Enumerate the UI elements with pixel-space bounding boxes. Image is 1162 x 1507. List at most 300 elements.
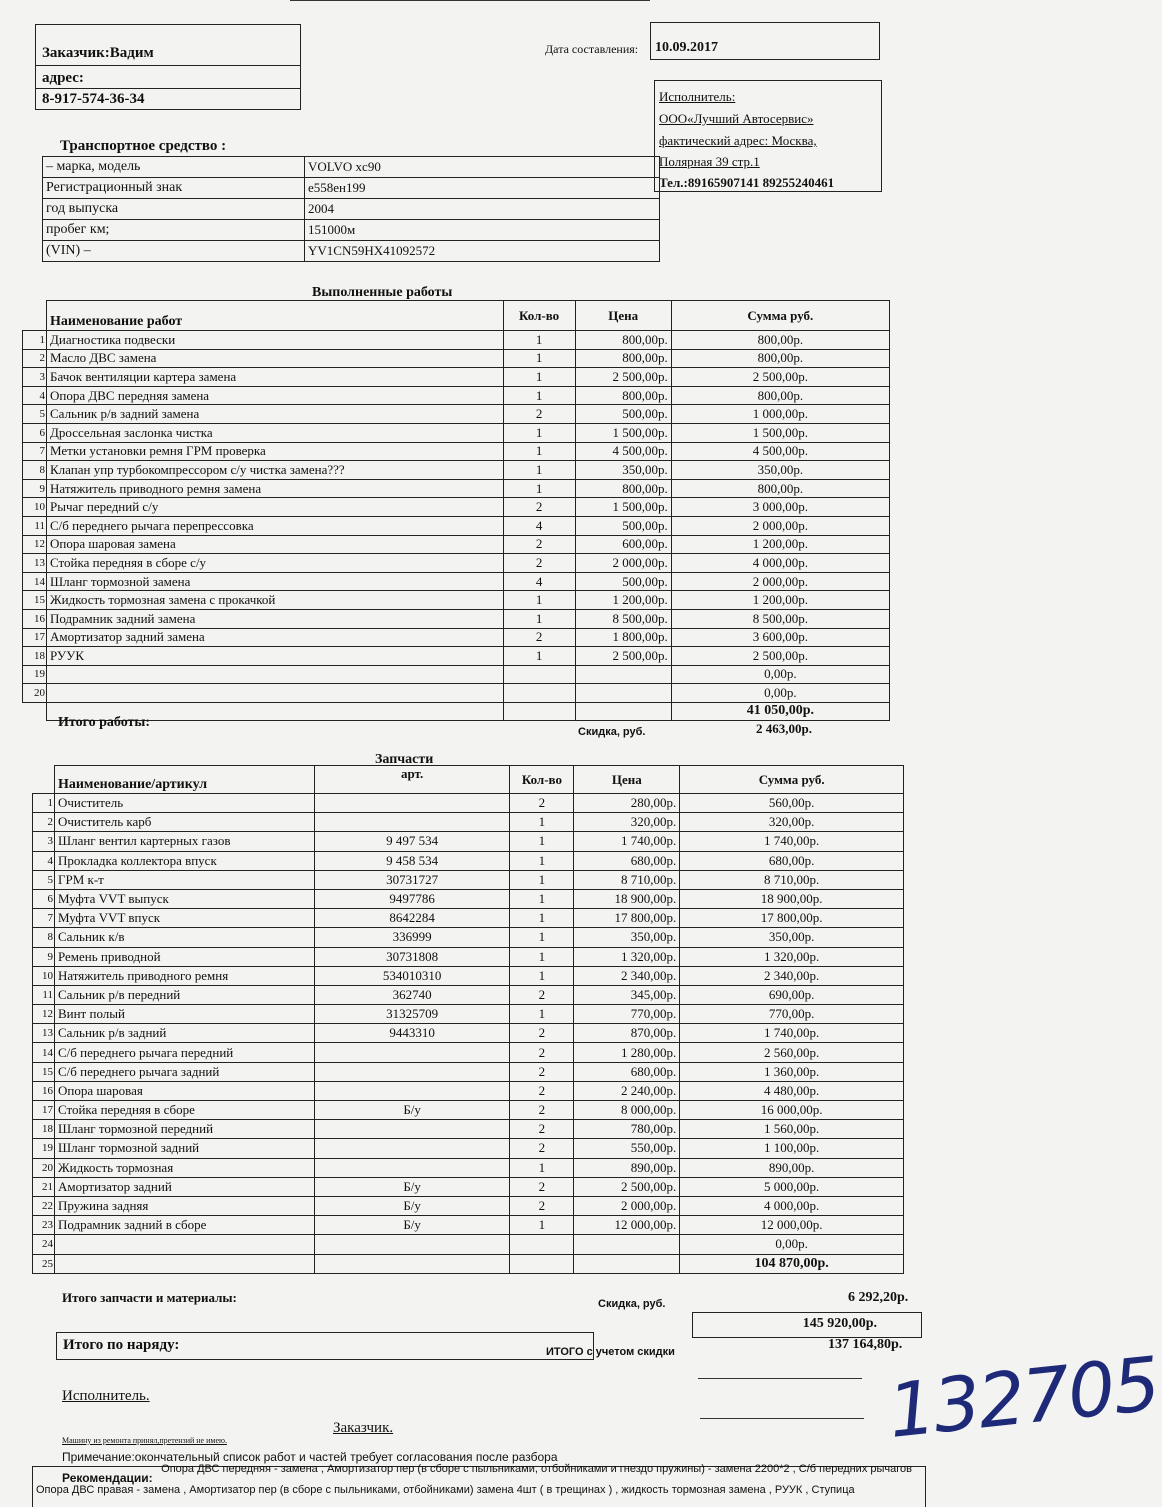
part-name [54,1254,314,1273]
part-sum: 2 340,00р. [680,966,904,985]
row-number: 12 [33,1005,55,1024]
part-qty: 2 [510,1196,574,1215]
customer-phone: 8-917-574-36-34 [42,91,145,107]
part-sum: 17 800,00р. [680,909,904,928]
row-number: 20 [33,1158,55,1177]
work-qty: 4 [503,572,575,591]
part-sum: 5 000,00р. [680,1177,904,1196]
part-price: 870,00р. [574,1024,680,1043]
work-qty: 1 [503,591,575,610]
part-sum: 1 320,00р. [680,947,904,966]
table-row [23,572,890,591]
part-qty: 2 [510,1081,574,1100]
works-table [22,300,890,721]
part-article [314,1120,510,1139]
part-qty: 1 [510,832,574,851]
work-qty [503,684,575,703]
part-article: 534010310 [314,966,510,985]
work-sum: 800,00р. [671,479,889,498]
work-price: 2 000,00р. [575,554,671,573]
recommendations-line-2: Опора ДВС правая - замена , Амортизатор пер (в сборе с пыльниками, отбойниками) замена 4шт ( в трещинах ) , жидкость тормозная замена , РУУК , Ступица [36,1484,855,1496]
parts-title: Запчасти [375,752,434,767]
vehicle-row [43,241,660,262]
part-sum: 350,00р. [680,928,904,947]
part-qty: 2 [510,1101,574,1120]
work-sum: 350,00р. [671,461,889,480]
part-article: Б/у [314,1101,510,1120]
row-number: 19 [23,665,47,684]
table-row [23,461,890,480]
part-name: Жидкость тормозная [54,1158,314,1177]
part-name: Прокладка коллектора впуск [54,851,314,870]
works-total-value: 41 050,00р. [671,702,889,720]
row-number: 2 [33,813,55,832]
parts-table [32,765,904,1274]
row-number: 8 [23,461,47,480]
part-price: 680,00р. [574,1062,680,1081]
table-row [33,1101,904,1120]
table-row [33,1081,904,1100]
table-row [33,813,904,832]
customer-box [35,24,301,110]
part-sum: 2 560,00р. [680,1043,904,1062]
work-name: РУУК [47,647,504,666]
part-price: 1 280,00р. [574,1043,680,1062]
part-price: 17 800,00р. [574,909,680,928]
work-name: Метки установки ремня ГРМ проверка [47,442,504,461]
row-number: 13 [23,554,47,573]
row-number: 10 [33,966,55,985]
work-sum: 2 000,00р. [671,572,889,591]
part-article [314,1139,510,1158]
part-name: С/б переднего рычага задний [54,1062,314,1081]
row-number: 16 [33,1081,55,1100]
part-sum: 1 560,00р. [680,1120,904,1139]
row-number: 17 [33,1101,55,1120]
table-row [33,1254,904,1273]
row-number: 14 [33,1043,55,1062]
part-name: Шланг вентил картерных газов [54,832,314,851]
work-price: 2 500,00р. [575,647,671,666]
part-sum: 770,00р. [680,1005,904,1024]
part-article: 31325709 [314,1005,510,1024]
part-qty: 1 [510,851,574,870]
row-number: 13 [33,1024,55,1043]
works-header-sum: Сумма руб. [671,301,889,331]
part-sum: 1 100,00р. [680,1139,904,1158]
work-name: Клапан упр турбокомпрессором с/у чистка замена??? [47,461,504,480]
table-row [23,331,890,350]
parts-header-name: Наименование/артикул [54,766,314,794]
row-number: 4 [23,386,47,405]
work-qty: 2 [503,554,575,573]
table-row [33,1120,904,1139]
work-price: 8 500,00р. [575,609,671,628]
part-price: 2 500,00р. [574,1177,680,1196]
table-row [33,889,904,908]
part-qty: 2 [510,1062,574,1081]
part-name: Ремень приводной [54,947,314,966]
part-qty: 1 [510,813,574,832]
vehicle-label: год выпуска [43,199,305,220]
recommendations-label: Рекомендации: [62,1471,153,1485]
part-article: Б/у [314,1177,510,1196]
part-price: 320,00р. [574,813,680,832]
part-article: Б/у [314,1196,510,1215]
work-price: 800,00р. [575,386,671,405]
part-qty: 2 [510,1043,574,1062]
table-row [23,609,890,628]
part-qty: 1 [510,909,574,928]
table-row [33,1158,904,1177]
work-sum: 2 500,00р. [671,368,889,387]
work-name: Рычаг передний с/у [47,498,504,517]
table-row [33,1177,904,1196]
table-row [33,1235,904,1254]
row-number: 22 [33,1196,55,1215]
work-price: 1 800,00р. [575,628,671,647]
table-row [23,368,890,387]
order-total-label: Итого по наряду: [63,1337,180,1353]
table-row [33,870,904,889]
table-row [23,405,890,424]
part-qty [510,1254,574,1273]
part-qty: 1 [510,1005,574,1024]
parts-header-art: арт. [314,766,510,794]
work-qty: 2 [503,405,575,424]
work-qty: 2 [503,535,575,554]
row-number: 20 [23,684,47,703]
row-number: 6 [23,423,47,442]
part-article [314,1062,510,1081]
part-name: Очиститель [54,794,314,813]
work-name: Сальник р/в задний замена [47,405,504,424]
work-sum: 800,00р. [671,331,889,350]
blank [503,702,575,720]
part-name: С/б переднего рычага передний [54,1043,314,1062]
row-number: 16 [23,609,47,628]
row-number: 24 [33,1235,55,1254]
table-row [23,591,890,610]
row-number: 7 [33,909,55,928]
works-title: Выполненные работы [312,285,453,300]
vehicle-label: пробег км; [43,220,305,241]
work-name [47,665,504,684]
part-article: 9 497 534 [314,832,510,851]
part-price: 12 000,00р. [574,1216,680,1235]
vehicle-value: VOLVO xc90 [305,157,660,178]
work-price: 1 500,00р. [575,498,671,517]
contractor-box [654,80,882,192]
table-row [23,516,890,535]
part-name [54,1235,314,1254]
row-number: 9 [23,479,47,498]
part-article [314,813,510,832]
part-qty: 1 [510,947,574,966]
part-price [574,1235,680,1254]
row-number: 5 [23,405,47,424]
table-row [33,909,904,928]
blank [23,702,47,720]
work-sum: 1 200,00р. [671,535,889,554]
part-name: Муфта VVT впуск [54,909,314,928]
work-sum: 800,00р. [671,349,889,368]
part-article: 362740 [314,985,510,1004]
vehicle-label: Регистрационный знак [43,178,305,199]
contractor-signature-label: Исполнитель. [62,1388,150,1404]
work-name: Жидкость тормозная замена с прокачкой [47,591,504,610]
row-number: 2 [23,349,47,368]
part-sum: 560,00р. [680,794,904,813]
part-price: 345,00р. [574,985,680,1004]
part-sum: 0,00р. [680,1235,904,1254]
works-header-name: Наименование работ [47,301,504,331]
work-price: 500,00р. [575,405,671,424]
work-sum: 800,00р. [671,386,889,405]
vehicle-row [43,220,660,241]
top-edge-line [290,0,650,4]
part-price: 770,00р. [574,1005,680,1024]
work-qty: 1 [503,368,575,387]
work-sum: 0,00р. [671,665,889,684]
work-sum: 3 600,00р. [671,628,889,647]
work-price: 800,00р. [575,479,671,498]
table-row [23,349,890,368]
work-qty: 1 [503,386,575,405]
part-qty: 2 [510,1120,574,1139]
part-article: 336999 [314,928,510,947]
order-total-value-box [692,1312,922,1338]
row-number: 17 [23,628,47,647]
table-row [23,423,890,442]
part-price: 890,00р. [574,1158,680,1177]
contractor-line-3: фактический адрес: Москва, [659,133,817,148]
part-qty: 2 [510,985,574,1004]
part-price: 8 000,00р. [574,1101,680,1120]
row-number: 15 [23,591,47,610]
part-sum: 16 000,00р. [680,1101,904,1120]
work-price: 1 200,00р. [575,591,671,610]
row-number: 19 [33,1139,55,1158]
work-sum: 1 200,00р. [671,591,889,610]
table-row [23,535,890,554]
part-qty: 2 [510,1177,574,1196]
work-sum: 1 000,00р. [671,405,889,424]
work-qty: 1 [503,331,575,350]
table-row [23,647,890,666]
table-row [33,1139,904,1158]
work-sum: 1 500,00р. [671,423,889,442]
part-name: Опора шаровая [54,1081,314,1100]
row-number: 18 [33,1120,55,1139]
works-total-row [23,702,890,720]
table-row [23,665,890,684]
table-row [33,1062,904,1081]
part-name: Пружина задняя [54,1196,314,1215]
part-article [314,794,510,813]
work-sum: 2 000,00р. [671,516,889,535]
row-number: 9 [33,947,55,966]
work-name: Натяжитель приводного ремня замена [47,479,504,498]
work-qty: 1 [503,423,575,442]
work-qty: 1 [503,479,575,498]
part-sum: 890,00р. [680,1158,904,1177]
work-qty: 1 [503,442,575,461]
part-article: Б/у [314,1216,510,1235]
part-price: 280,00р. [574,794,680,813]
work-name: Бачок вентиляции картера замена [47,368,504,387]
part-sum: 8 710,00р. [680,870,904,889]
table-row [33,794,904,813]
part-price: 2 000,00р. [574,1196,680,1215]
work-qty [503,665,575,684]
part-qty: 2 [510,1024,574,1043]
part-name: Винт полый [54,1005,314,1024]
part-qty [510,1235,574,1254]
work-price: 1 500,00р. [575,423,671,442]
table-row [33,1005,904,1024]
table-row [33,1196,904,1215]
work-price: 500,00р. [575,516,671,535]
part-name: Амортизатор задний [54,1177,314,1196]
row-number: 5 [33,870,55,889]
work-name: Опора шаровая замена [47,535,504,554]
part-qty: 2 [510,794,574,813]
work-name: Опора ДВС передняя замена [47,386,504,405]
table-row [33,947,904,966]
parts-total-value: 104 870,00р. [680,1254,904,1273]
row-number: 25 [33,1254,55,1273]
work-sum: 3 000,00р. [671,498,889,517]
table-row [23,684,890,703]
works-discount-value: 2 463,00р. [756,721,812,736]
part-name: Натяжитель приводного ремня [54,966,314,985]
part-article [314,1081,510,1100]
part-price: 350,00р. [574,928,680,947]
work-name: Шланг тормозной замена [47,572,504,591]
part-qty: 1 [510,966,574,985]
table-row [33,1024,904,1043]
with-discount-label: ИТОГО с учетом скидки [546,1346,675,1358]
table-row [23,498,890,517]
row-number: 4 [33,851,55,870]
part-price: 1 320,00р. [574,947,680,966]
part-price: 8 710,00р. [574,870,680,889]
work-price: 350,00р. [575,461,671,480]
work-sum: 4 000,00р. [671,554,889,573]
part-price: 550,00р. [574,1139,680,1158]
customer-address-label: адрес: [42,70,84,86]
row-number: 8 [33,928,55,947]
row-number: 18 [23,647,47,666]
work-name: Амортизатор задний замена [47,628,504,647]
part-article: 9443310 [314,1024,510,1043]
contractor-signature-line [698,1378,862,1379]
fine-print: Машину из ремонта принял,претензий не имею. [62,1436,227,1445]
vehicle-row [43,178,660,199]
vehicle-value: 2004 [305,199,660,220]
work-price: 800,00р. [575,331,671,350]
table-row [23,442,890,461]
row-number: 14 [23,572,47,591]
part-sum: 1 740,00р. [680,1024,904,1043]
work-name: Масло ДВС замена [47,349,504,368]
contractor-line-4: Полярная 39 стр.1 [659,154,760,169]
recommendations-line-1: Опора ДВС передняя - замена , Амортизатор пер (в сборе с пыльниками, отбойниками и гнездо пружины) - замена 2200*2 , С/б передних рычагов [161,1463,912,1475]
vehicle-value: YV1CN59HX41092572 [305,241,660,262]
parts-discount-value: 6 292,20р. [848,1290,909,1305]
works-total-label: Итого работы: [58,715,150,730]
work-price: 500,00р. [575,572,671,591]
work-name: Подрамник задний замена [47,609,504,628]
work-qty: 4 [503,516,575,535]
part-sum: 4 480,00р. [680,1081,904,1100]
row-number: 1 [33,794,55,813]
row-number: 11 [23,516,47,535]
part-price: 780,00р. [574,1120,680,1139]
part-article: 9 458 534 [314,851,510,870]
table-row [23,554,890,573]
table-row [23,479,890,498]
vehicle-value: е558ен199 [305,178,660,199]
table-row [33,985,904,1004]
work-name: Дроссельная заслонка чистка [47,423,504,442]
part-sum: 12 000,00р. [680,1216,904,1235]
row-number: 3 [33,832,55,851]
work-sum: 0,00р. [671,684,889,703]
row-number: 12 [23,535,47,554]
date-value: 10.09.2017 [655,40,718,55]
part-qty: 1 [510,889,574,908]
part-sum: 690,00р. [680,985,904,1004]
part-sum: 18 900,00р. [680,889,904,908]
part-price: 680,00р. [574,851,680,870]
part-qty: 1 [510,870,574,889]
customer-signature-line [700,1418,864,1419]
work-price: 4 500,00р. [575,442,671,461]
work-sum: 2 500,00р. [671,647,889,666]
part-name: Сальник р/в передний [54,985,314,1004]
with-discount-value: 137 164,80р. [828,1337,903,1352]
part-qty: 1 [510,1216,574,1235]
table-row [33,851,904,870]
work-qty: 1 [503,349,575,368]
part-name: ГРМ к-т [54,870,314,889]
work-name: Стойка передняя в сборе с/у [47,554,504,573]
work-price [575,684,671,703]
work-sum: 8 500,00р. [671,609,889,628]
part-article: 30731727 [314,870,510,889]
row-number: 15 [33,1062,55,1081]
row-number: 11 [33,985,55,1004]
parts-header-sum: Сумма руб. [680,766,904,794]
vehicle-row [43,157,660,178]
part-article [314,1235,510,1254]
part-name: Сальник р/в задний [54,1024,314,1043]
part-price [574,1254,680,1273]
parts-total-label: Итого запчасти и материалы: [62,1290,237,1305]
table-row [33,928,904,947]
works-header-qty: Кол-во [503,301,575,331]
table-row [23,628,890,647]
part-name: Шланг тормозной передний [54,1120,314,1139]
row-number: 7 [23,442,47,461]
table-row [23,386,890,405]
part-qty: 1 [510,928,574,947]
work-price: 2 500,00р. [575,368,671,387]
remark: Примечание:окончательный список работ и частей требует согласования после разбора [62,1450,558,1464]
work-price [575,665,671,684]
